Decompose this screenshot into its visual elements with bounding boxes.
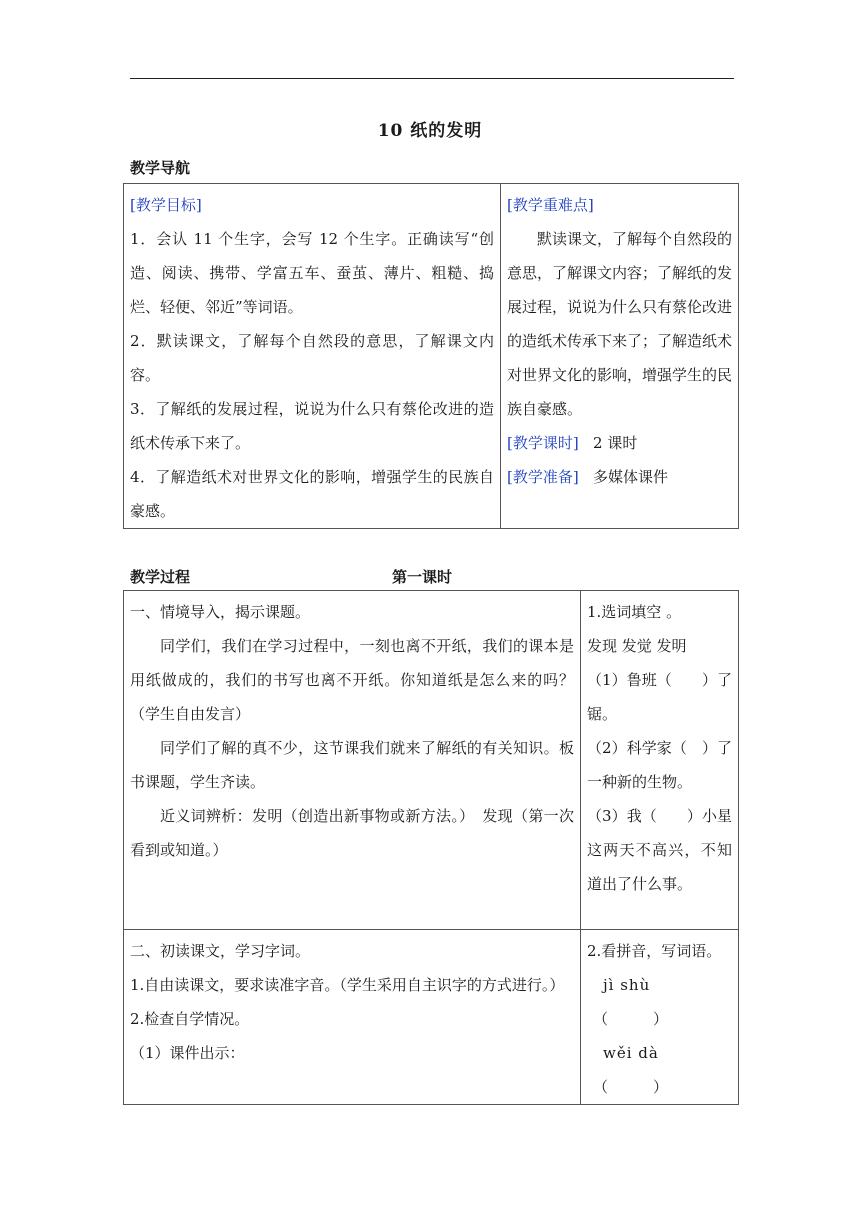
part1-paragraph: 近义词辨析：发明（创造出新事物或新方法。） 发现（第一次看到或知道。） [130,807,574,859]
answer-blank: （ ） [593,1010,669,1028]
goal-item: 1．会认 11 个生字，会写 12 个生字。正确读写“创造、阅读、携带、学富五车、蚕茧、薄片、粗糙、捣烂、轻便、邻近”等词语。 [130,230,494,316]
exercise2-cell [581,930,739,1105]
lesson-label: 第一课时 [392,568,453,586]
exercise1-question: （3）我（ ）小星这两天不高兴，不知道出了什么事。 [587,807,732,893]
teaching-nav-table [123,183,739,529]
process-part2-cell [124,930,581,1105]
page-title: 10 纸的发明 [377,121,483,141]
goal-item: 4．了解造纸术对世界文化的影响，增强学生的民族自豪感。 [130,468,494,520]
hours-tag: [教学课时] [507,434,579,452]
pinyin-prompt: wěi dà [603,1044,659,1062]
hours-value: 2 课时 [593,434,638,452]
section-nav-label: 教学导航 [130,159,191,177]
prep-row [507,460,732,494]
prep-value: 多媒体课件 [593,468,669,486]
part1-heading: 一、情境导入，揭示课题。 [130,603,311,621]
goals-cell [124,184,501,529]
prep-tag: [教学准备] [507,468,579,486]
exercise1-word-bank: 发现 发觉 发明 [587,637,687,655]
teaching-process-table [123,590,739,1105]
part2-line: 2.检查自学情况。 [130,1010,250,1028]
exercise1-question: （2）科学家（ ）了一种新的生物。 [587,739,732,791]
pinyin-prompt: jì shù [603,976,651,994]
hours-row [507,426,732,460]
exercise1-question: （1）鲁班（ ）了锯。 [587,671,732,723]
goal-item: 3．了解纸的发展过程，说说为什么只有蔡伦改进的造纸术传承下来了。 [130,400,494,452]
part2-line: 1.自由读课文，要求读准字音。（学生采用自主识字的方式进行。） [130,976,565,994]
part1-paragraph: 同学们，我们在学习过程中，一刻也离不开纸，我们的课本是用纸做成的，我们的书写也离不开纸。你知道纸是怎么来的吗？（学生自由发言） [130,637,574,723]
goal-item: 2．默读课文，了解每个自然段的意思，了解课文内容。 [130,332,494,384]
answer-blank: （ ） [593,1078,669,1096]
exercise1-cell [581,591,739,930]
part1-paragraph: 同学们了解的真不少，这节课我们就来了解纸的有关知识。板书课题，学生齐读。 [130,739,574,791]
header-rule [130,78,734,79]
key-points-tag: [教学重难点] [507,196,594,214]
goals-tag: [教学目标] [130,196,202,214]
part2-line: （1）课件出示： [130,1044,245,1062]
exercise1-title: 1.选词填空 。 [587,603,682,621]
exercise2-title: 2.看拼音，写词语。 [587,942,722,960]
section-process-label: 教学过程 [130,568,191,586]
process-part1-cell [124,591,581,930]
key-points-text: 默读课文，了解每个自然段的意思，了解课文内容；了解纸的发展过程，说说为什么只有蔡伦改进的造纸术传承下来了；了解造纸术对世界文化的影响，增强学生的民族自豪感。 [507,230,733,418]
key-points-cell [501,184,739,529]
part2-heading: 二、初读课文，学习字词。 [130,942,311,960]
